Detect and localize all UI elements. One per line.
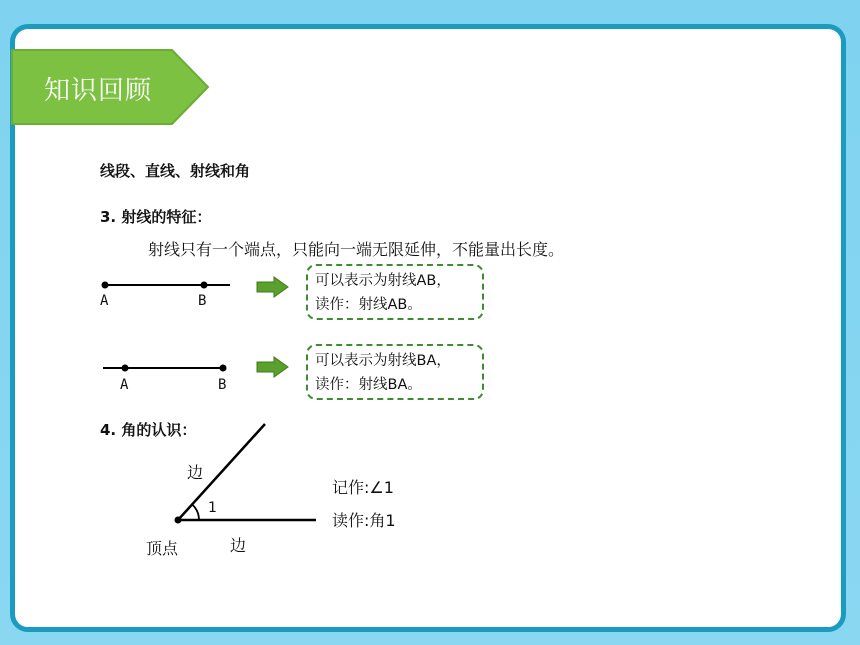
angle-side-lower: 边 xyxy=(230,536,247,555)
ray1-note-line2: 读作：射线AB。 xyxy=(315,297,422,313)
ray1-point-b: B xyxy=(198,293,207,309)
section-heading: 线段、直线、射线和角 xyxy=(100,162,251,180)
ray2-note-line2: 读作：射线BA。 xyxy=(315,377,422,393)
banner-title: 知识回顾 xyxy=(44,76,153,106)
angle-reading: 读作:角1 xyxy=(332,511,396,530)
item3-title: 3. 射线的特征： xyxy=(100,208,212,226)
item3-description: 射线只有一个端点，只能向一端无限延伸，不能量出长度。 xyxy=(148,240,565,259)
item4-title: 4. 角的认识： xyxy=(100,421,197,439)
angle-mark: 1 xyxy=(208,500,217,516)
ray1-point-a: A xyxy=(100,293,109,309)
ray2-point-a: A xyxy=(120,377,129,393)
angle-vertex: 顶点 xyxy=(146,539,179,558)
angle-side-upper: 边 xyxy=(187,463,204,482)
ray2-point-b: B xyxy=(218,377,227,393)
angle-notation: 记作:∠1 xyxy=(332,478,394,497)
ray1-note-line1: 可以表示为射线AB， xyxy=(315,273,451,289)
ray2-note-line1: 可以表示为射线BA， xyxy=(315,353,451,369)
